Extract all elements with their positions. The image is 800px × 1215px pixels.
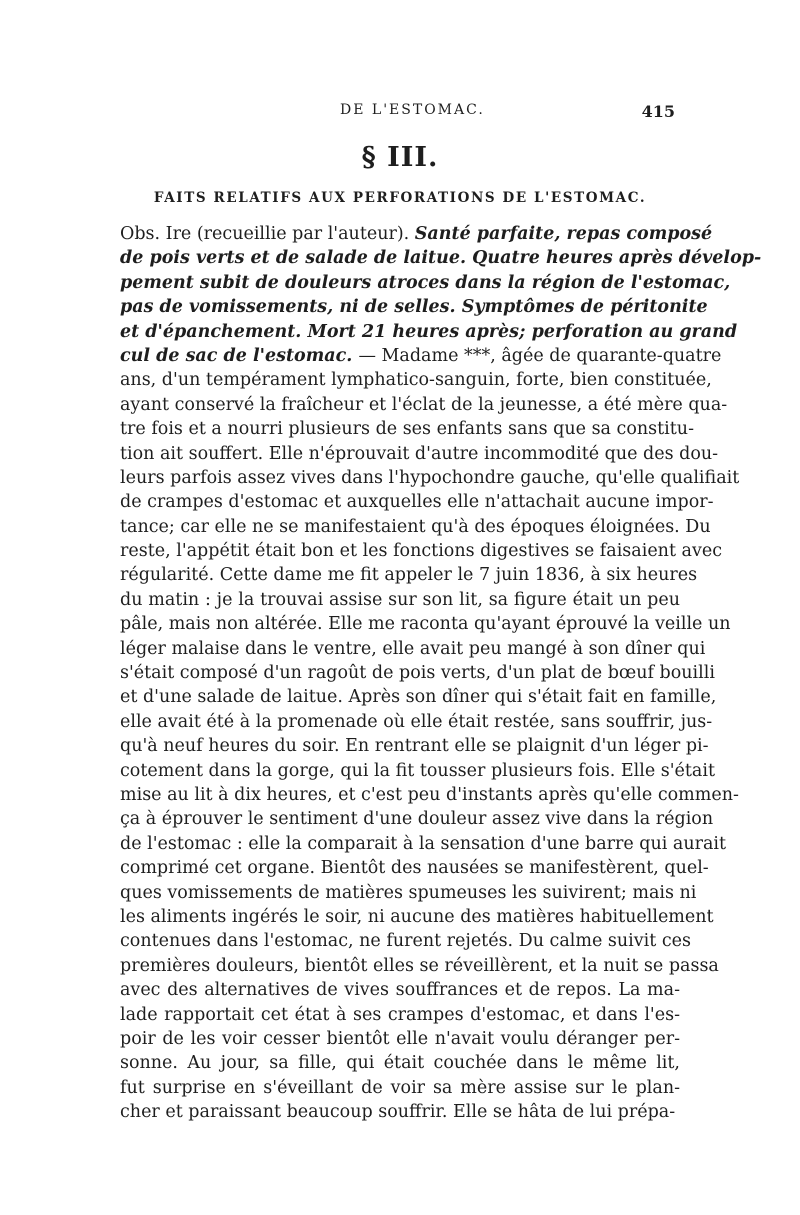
text-line: ans, d'un tempérament lymphatico-sanguin, forte, bien constituée,: [120, 370, 712, 391]
running-head: [130, 102, 675, 126]
text-line: ça à éprouver le sentiment d'une douleur assez vive dans la région: [120, 809, 714, 830]
text-line: poir de les voir cesser bientôt elle n'avait voulu déranger per-: [120, 1028, 680, 1049]
text-line: avec des alternatives de vives souffrances et de repos. La ma-: [120, 980, 680, 1001]
text-line: cotement dans la gorge, qui la fit tousser plusieurs fois. Elle s'était: [120, 760, 715, 781]
running-head-title: DE L'ESTOMAC.: [340, 102, 485, 118]
text-line: tance; car elle ne se manifestaient qu'à des époques éloignées. Du: [120, 516, 711, 537]
text-line: Obs. Ire (recueillie par l'auteur). Santé parfaite, repas composé: [120, 224, 713, 244]
text-line: de pois verts et de salade de laitue. Quatre heures après dévelop-: [120, 248, 762, 269]
text-line: reste, l'appétit était bon et les fonctions digestives se faisaient avec: [120, 541, 723, 562]
text-line: de crampes d'estomac et auxquelles elle n'attachait aucune impor-: [120, 492, 714, 513]
page-number: 415: [641, 102, 675, 121]
text-line: qu'à neuf heures du soir. En rentrant elle se plaignit d'un léger pi-: [120, 736, 709, 757]
text-line: de l'estomac : elle la comparait à la sensation d'une barre qui aurait: [120, 833, 727, 854]
text-line: tre fois et a nourri plusieurs de ses enfants sans que sa constitu-: [120, 419, 694, 440]
text-line: régularité. Cette dame me fit appeler le 7 juin 1836, à six heures: [120, 565, 698, 586]
text-line: ques vomissements de matières spumeuses les suivirent; mais ni: [120, 882, 697, 903]
text-line: contenues dans l'estomac, ne furent rejetés. Du calme suivit ces: [120, 931, 691, 952]
text-line: pas de vomissements, ni de selles. Symptômes de péritonite: [120, 297, 708, 318]
text-line: les aliments ingérés le soir, ni aucune des matières habituellement: [120, 906, 714, 927]
body-paragraph: [120, 222, 762, 1124]
text-line: ayant conservé la fraîcheur et l'éclat de la jeunesse, a été mère qua-: [120, 394, 728, 415]
text-line: lade rapportait cet état à ses crampes d'estomac, et dans l'es-: [120, 1004, 680, 1025]
text-line: pement subit de douleurs atroces dans la région de l'estomac,: [120, 272, 731, 293]
text-line: elle avait été à la promenade où elle était restée, sans souffrir, jus-: [120, 711, 713, 732]
section-title: FAITS RELATIFS AUX PERFORATIONS DE L'ESTOMAC.: [153, 190, 647, 206]
text-line: premières douleurs, bientôt elles se réveillèrent, et la nuit se passa: [120, 955, 719, 976]
text-line: du matin : je la trouvai assise sur son lit, sa figure était un peu: [120, 589, 680, 610]
text-line: tion ait souffert. Elle n'éprouvait d'autre incommodité que des dou-: [120, 443, 719, 464]
text-line: s'était composé d'un ragoût de pois verts, d'un plat de bœuf bouilli: [120, 663, 715, 684]
text-line: fut surprise en s'éveillant de voir sa mère assise sur le plan-: [120, 1077, 680, 1098]
text-line: sonne. Au jour, sa fille, qui était couchée dans le même lit,: [120, 1053, 680, 1074]
text-line: et d'épanchement. Mort 21 heures après; perforation au grand: [120, 321, 738, 342]
text-line: comprimé cet organe. Bientôt des nausées se manifestèrent, quel-: [120, 858, 709, 879]
text-line: léger malaise dans le ventre, elle avait peu mangé à son dîner qui: [120, 638, 706, 659]
text-line: mise au lit à dix heures, et c'est peu d'instants après qu'elle commen-: [120, 784, 739, 805]
text-line: pâle, mais non altérée. Elle me raconta qu'ayant éprouvé la veille un: [120, 614, 731, 635]
text-line: leurs parfois assez vives dans l'hypochondre gauche, qu'elle qualifiait: [120, 467, 740, 488]
text-line: cul de sac de l'estomac. — Madame ***, âgée de quarante-quatre: [120, 345, 722, 366]
text-line: cher et paraissant beaucoup souffrir. Elle se hâta de lui prépa-: [120, 1102, 676, 1123]
text-line: et d'une salade de laitue. Après son dîner qui s'était fait en famille,: [120, 687, 717, 708]
section-heading: § III.: [361, 142, 439, 173]
